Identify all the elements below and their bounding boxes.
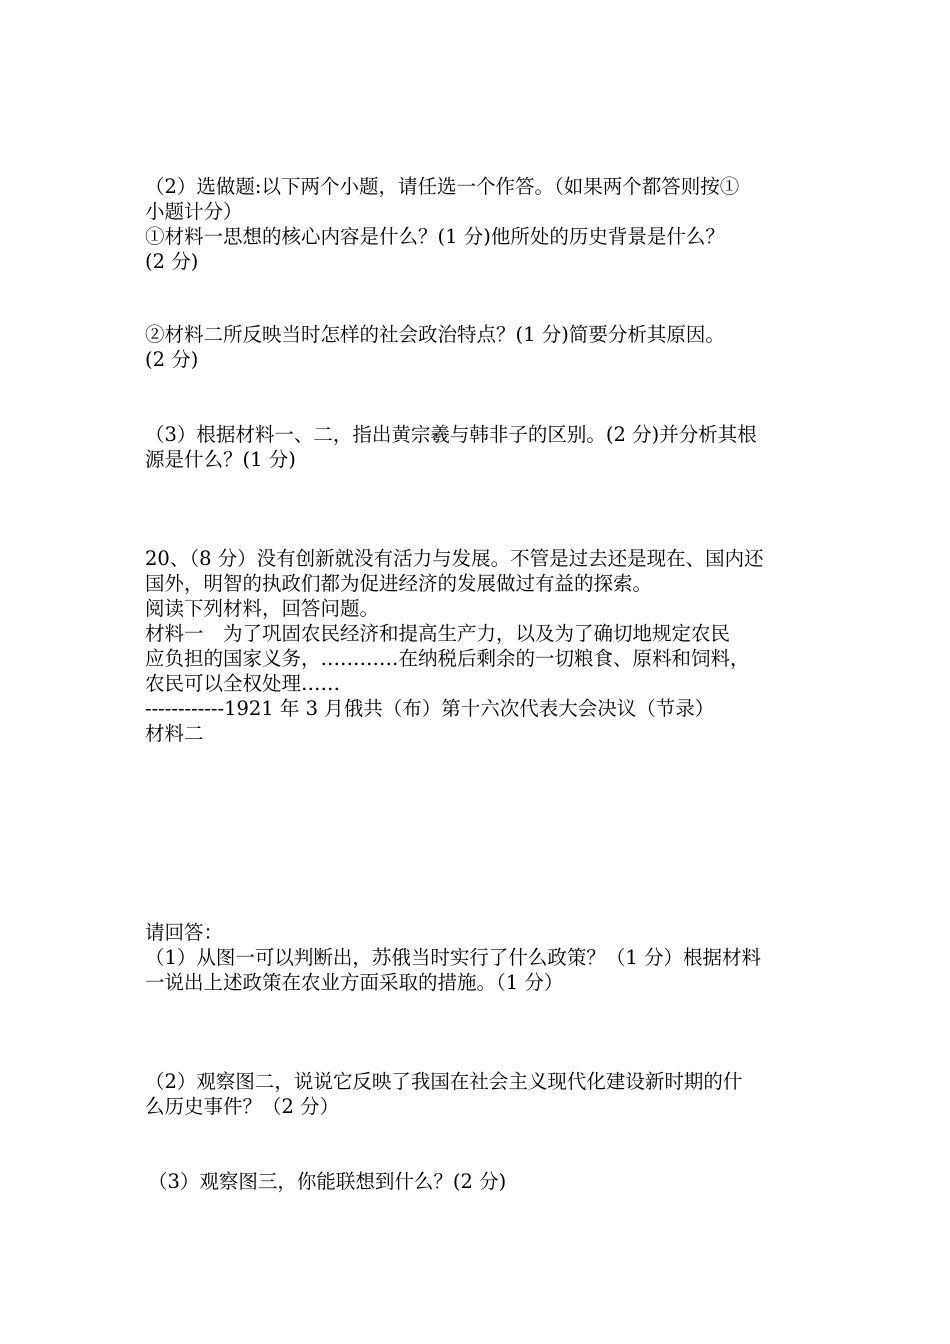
material1-source: ------------1921 年 3 月俄共（布）第十六次代表大会决议（节录） (145, 697, 715, 720)
q20-intro-line2: 国外，明智的执政们都为促进经济的发展做过有益的探索。 (145, 572, 653, 595)
q20-1-line2: 一说出上述政策在农业方面采取的措施。（1 分） (145, 971, 564, 994)
q2-option2-line1: ②材料二所反映当时怎样的社会政治特点？(1 分)简要分析其原因。 (145, 323, 725, 346)
reading-instruction: 阅读下列材料，回答问题。 (145, 597, 380, 620)
q2-elective-intro-line1: （2）选做题:以下两个小题，请任选一个作答。（如果两个都答则按① (145, 175, 740, 198)
q20-3-line1: （3）观察图三，你能联想到什么？(2 分) (148, 1170, 507, 1193)
q20-intro-line1: 20、（8 分）没有创新就没有活力与发展。不管是过去还是现在、国内还 (145, 547, 764, 570)
material1-line1: 材料一 为了巩固农民经济和提高生产力，以及为了确切地规定农民 (145, 622, 731, 645)
q20-1-line1: （1）从图一可以判断出，苏俄当时实行了什么政策？（1 分）根据材料 (145, 946, 762, 969)
q3-question-line1: （3）根据材料一、二，指出黄宗羲与韩非子的区别。(2 分)并分析其根 (145, 423, 757, 446)
answer-prompt: 请回答： (145, 921, 224, 944)
material1-line2: 应负担的国家义务，…………在纳税后剩余的一切粮食、原料和饲料， (145, 647, 750, 670)
material2-heading: 材料二 (145, 722, 204, 745)
q3-question-line2: 源是什么？(1 分) (145, 448, 296, 471)
q2-option2-line2: (2 分) (145, 348, 199, 371)
q2-elective-intro-line2: 小题计分） (145, 200, 243, 223)
q20-2-line2: 么历史事件？（2 分） (145, 1095, 340, 1118)
q2-option1-line2: (2 分) (145, 250, 199, 273)
q20-2-line1: （2）观察图二，说说它反映了我国在社会主义现代化建设新时期的什 (145, 1070, 743, 1093)
material1-line3: 农民可以全权处理…… (145, 672, 341, 695)
q2-option1-line1: ①材料一思想的核心内容是什么？(1 分)他所处的历史背景是什么？ (145, 225, 725, 248)
